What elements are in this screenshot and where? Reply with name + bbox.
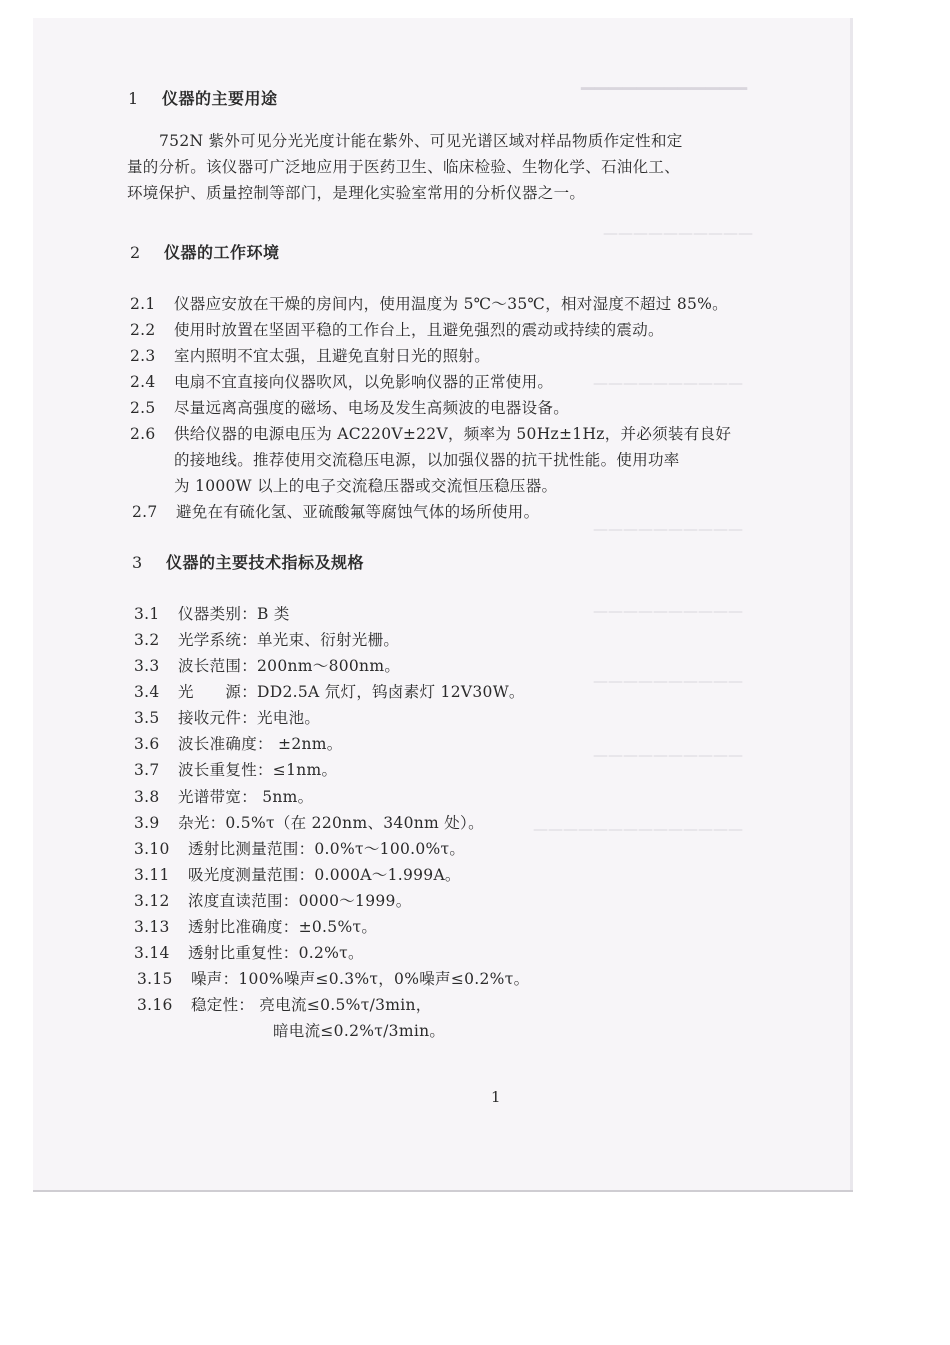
item-number: 2.1 [130, 295, 156, 313]
item-text: 稳定性： 亮电流≤0.5%τ/3min， [191, 996, 432, 1014]
item-number: 3.11 [134, 866, 170, 884]
list-item [134, 863, 461, 885]
item-number: 3.6 [134, 735, 160, 753]
item-text: 使用时放置在坚固平稳的工作台上，且避免强烈的震动或持续的震动。 [174, 321, 664, 339]
item-text: 吸光度测量范围：0.000A～1.999A。 [188, 866, 461, 884]
list-item [134, 785, 313, 807]
item-number: 3.2 [134, 631, 160, 649]
item-text: 尽量远离高强度的磁场、电场及发生高频波的电器设备。 [174, 399, 570, 417]
item-text: 光 源：DD2.5A 氘灯，钨卤素灯 12V30W。 [178, 683, 525, 701]
item-number: 3.10 [134, 840, 170, 858]
paragraph-line: 量的分析。该仪器可广泛地应用于医药卫生、临床检验、生物化学、石油化工、 [127, 158, 681, 176]
item-number: 3.16 [137, 996, 173, 1014]
list-item-continuation: 的接地线。推荐使用交流稳压电源，以加强仪器的抗干扰性能。使用功率 [174, 451, 680, 469]
list-item-continuation: 暗电流≤0.2%τ/3min。 [273, 1022, 446, 1040]
item-text: 避免在有硫化氢、亚硫酸氟等腐蚀气体的场所使用。 [176, 503, 540, 521]
item-number: 3.4 [134, 683, 160, 701]
section-title: 仪器的工作环境 [164, 243, 280, 262]
list-item [132, 500, 539, 522]
list-item [134, 706, 320, 728]
list-item [134, 889, 412, 911]
item-number: 3.5 [134, 709, 160, 727]
section-title: 仪器的主要用途 [162, 89, 278, 108]
item-text: 波长重复性：≤1nm。 [178, 761, 338, 779]
list-item [134, 680, 525, 702]
list-item [134, 837, 465, 859]
list-item [130, 292, 728, 314]
section-2-heading [130, 240, 280, 263]
list-item [134, 628, 399, 650]
item-text: 供给仪器的电源电压为 AC220V±22V，频率为 50Hz±1Hz，并必须装有良好 [174, 425, 732, 443]
item-text: 电扇不宜直接向仪器吹风，以免影响仪器的正常使用。 [174, 373, 554, 391]
item-number: 3.13 [134, 918, 170, 936]
item-number: 2.4 [130, 373, 156, 391]
item-number: 2.3 [130, 347, 156, 365]
list-item [134, 758, 337, 780]
list-item [134, 941, 364, 963]
list-item [130, 370, 553, 392]
item-text: 透射比测量范围：0.0%τ～100.0%τ。 [188, 840, 466, 858]
item-number: 3.7 [134, 761, 160, 779]
item-number: 3.1 [134, 605, 160, 623]
bleed-through-text: ▔▔▔▔▔▔▔▔▔▔▔▔ —————————— —————————— —————————— —————————— —————————— —————————— —————————————— [533, 88, 753, 838]
list-item [130, 396, 569, 418]
item-text: 室内照明不宜太强，且避免直射日光的照射。 [174, 347, 491, 365]
list-item [134, 811, 484, 833]
list-item [137, 993, 432, 1015]
item-text: 仪器应安放在干燥的房间内，使用温度为 5℃～35℃，相对湿度不超过 85%。 [174, 295, 728, 313]
list-item [130, 422, 731, 444]
item-text: 波长准确度： ±2nm。 [178, 735, 343, 753]
paragraph-line: 752N 紫外可见分光光度计能在紫外、可见光谱区域对样品物质作定性和定 [159, 132, 683, 150]
section-1-paragraph [127, 128, 787, 206]
item-number: 2.6 [130, 425, 156, 443]
page-number: 1 [491, 1088, 501, 1106]
item-number: 3.12 [134, 892, 170, 910]
item-number: 2.2 [130, 321, 156, 339]
item-text: 浓度直读范围：0000～1999。 [188, 892, 412, 910]
item-number: 3.14 [134, 944, 170, 962]
list-item [130, 318, 664, 340]
section-number: 2 [130, 243, 141, 262]
item-number: 3.9 [134, 814, 160, 832]
section-3-heading [132, 550, 364, 573]
paragraph-line: 环境保护、质量控制等部门，是理化实验室常用的分析仪器之一。 [127, 184, 586, 202]
list-item [130, 344, 490, 366]
section-title: 仪器的主要技术指标及规格 [166, 553, 365, 572]
item-text: 透射比准确度：±0.5%τ。 [188, 918, 378, 936]
list-item [134, 732, 343, 754]
item-text: 光学系统：单光束、衍射光栅。 [178, 631, 400, 649]
scanned-page [33, 18, 853, 1192]
list-item-continuation: 为 1000W 以上的电子交流稳压器或交流恒压稳压器。 [174, 477, 558, 495]
list-item [134, 602, 290, 624]
section-number: 3 [132, 553, 143, 572]
item-number: 2.5 [130, 399, 156, 417]
list-item [134, 654, 400, 676]
item-text: 波长范围：200nm～800nm。 [178, 657, 401, 675]
item-number: 3.3 [134, 657, 160, 675]
item-text: 噪声：100%噪声≤0.3%τ，0%噪声≤0.2%τ。 [191, 970, 530, 988]
item-number: 2.7 [132, 503, 158, 521]
item-text: 杂光：0.5%τ（在 220nm、340nm 处）。 [178, 814, 484, 832]
list-item [137, 967, 529, 989]
list-item [134, 915, 377, 937]
item-text: 仪器类别：B 类 [178, 605, 290, 623]
section-number: 1 [128, 89, 139, 108]
item-text: 透射比重复性：0.2%τ。 [188, 944, 364, 962]
item-number: 3.8 [134, 788, 160, 806]
item-text: 光谱带宽： 5nm。 [178, 788, 314, 806]
item-text: 接收元件：光电池。 [178, 709, 321, 727]
item-number: 3.15 [137, 970, 173, 988]
section-1-heading [128, 86, 278, 109]
